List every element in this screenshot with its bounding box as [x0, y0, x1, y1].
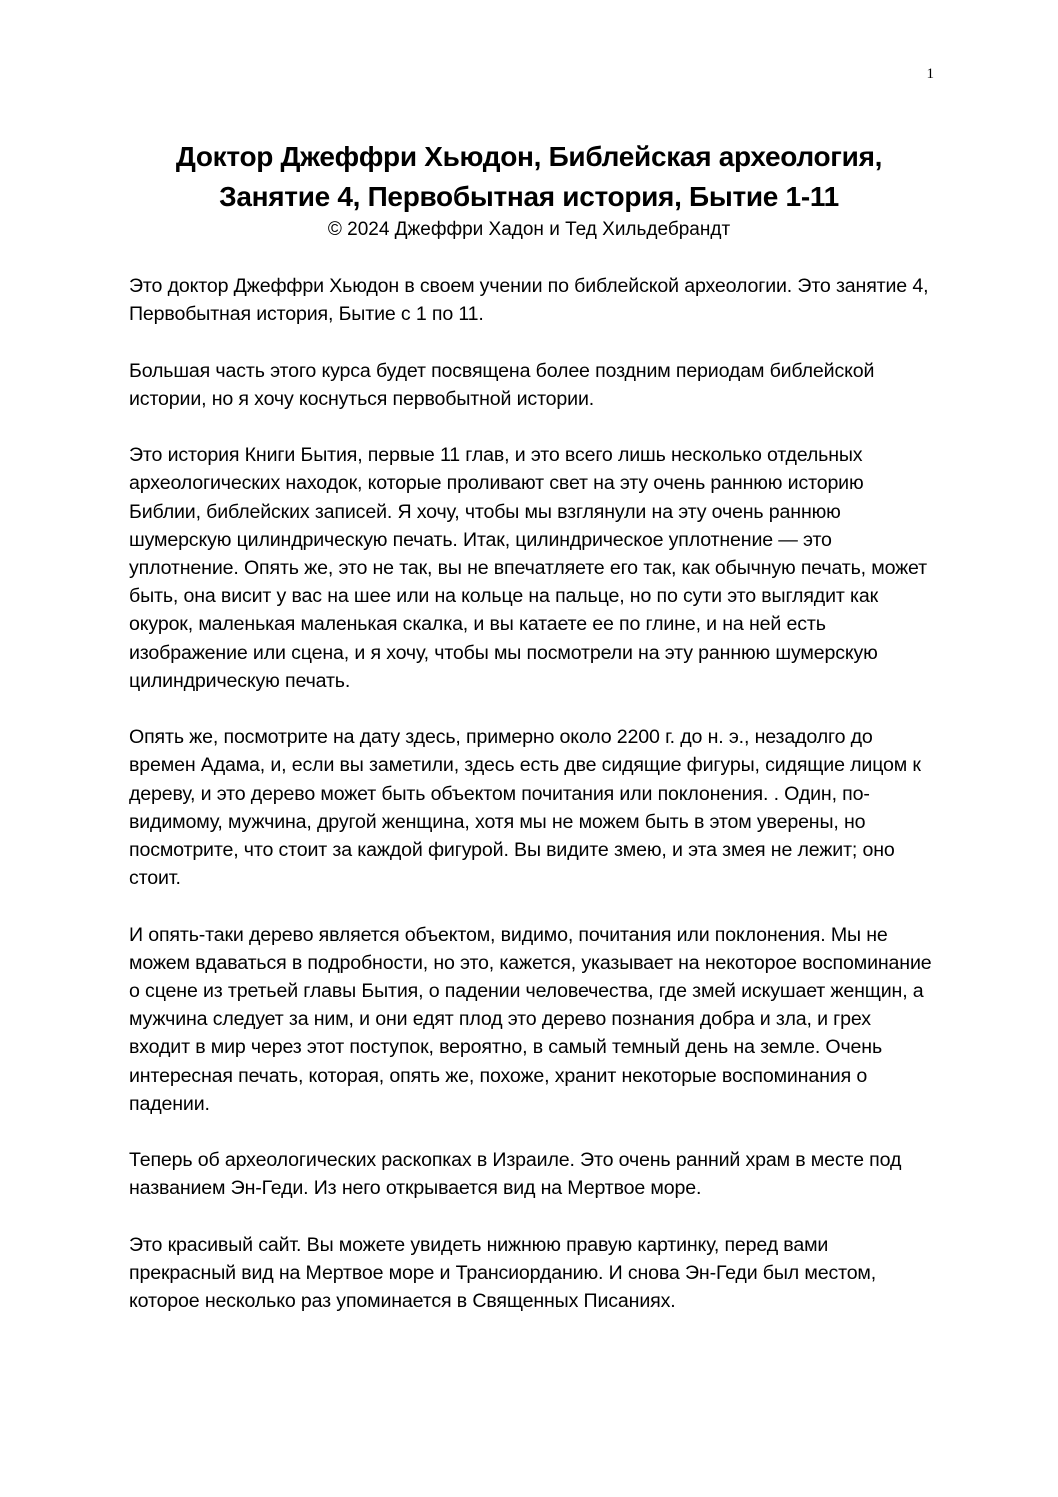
paragraph-4: Опять же, посмотрите на дату здесь, примерно около 2200 г. до н. э., незадолго до времен Адама, и, если вы заметили, здесь есть две сидящие фигуры, сидящие лицом к дереву, и это дерево может быть объектом почитания или поклонения. . Один, по-видимому, мужчина, другой женщина, хотя мы не можем быть в этом уверены, но посмотрите, что стоит за каждой фигурой. Вы видите змею, и эта змея не лежит; оно стоит. [129, 726, 921, 890]
document-body [129, 272, 932, 1344]
document-title-line-1: Доктор Джеффри Хьюдон, Библейская археология, [175, 141, 883, 172]
paragraph-7: Это красивый сайт. Вы можете увидеть нижнюю правую картинку, перед вами прекрасный вид на Мертвое море и Трансиорданию. И снова Эн-Геди был местом, которое несколько раз упоминается в Священных Писаниях. [129, 1233, 877, 1313]
paragraph-3: Это история Книги Бытия, первые 11 глав, и это всего лишь несколько отдельных археологических находок, которые проливают свет на эту очень раннюю историю Библии, библейских записей. Я хочу, чтобы мы взглянули на эту очень раннюю шумерскую цилиндрическую печать. Итак, цилиндрическое уплотнение — это уплотнение. Опять же, это не так, вы не впечатляете его так, как обычную печать, может быть, она висит у вас на шее или на кольце на пальце, но по сути это выглядит как окурок, маленькая маленькая скалка, и вы катаете ее по глине, и на ней есть изображение или сцена, и я хочу, чтобы мы посмотрели на эту раннюю шумерскую цилиндрическую печать. [129, 444, 927, 692]
paragraph-6: Теперь об археологических раскопках в Израиле. Это очень ранний храм в месте под названием Эн-Геди. Из него открывается вид на Мертвое море. [129, 1149, 902, 1200]
paragraph-1: Это доктор Джеффри Хьюдон в своем учении по библейской археологии. Это занятие 4, Первобытная история, Бытие с 1 по 11. [129, 275, 929, 326]
page-number: 1 [926, 66, 934, 82]
copyright-notice: © 2024 Джеффри Хадон и Тед Хильдебрандт [327, 219, 731, 240]
paragraph-2: Большая часть этого курса будет посвящена более поздним периодам библейской истории, но я хочу коснуться первобытной истории. [129, 359, 875, 410]
title-block [100, 137, 958, 243]
document-title-line-2: Занятие 4, Первобытная история, Бытие 1-11 [219, 181, 839, 212]
paragraph-5: И опять-таки дерево является объектом, видимо, почитания или поклонения. Мы не можем вдаваться в подробности, но это, кажется, указывает на некоторое воспоминание о сцене из третьей главы Бытия, о падении человечества, где змей искушает женщин, а мужчина следует за ним, и они едят плод это дерево познания добра и зла, и грех входит в мир через этот поступок, вероятно, в самый темный день на земле. Очень интересная печать, которая, опять же, похоже, хранит некоторые воспоминания о падении. [129, 923, 932, 1115]
